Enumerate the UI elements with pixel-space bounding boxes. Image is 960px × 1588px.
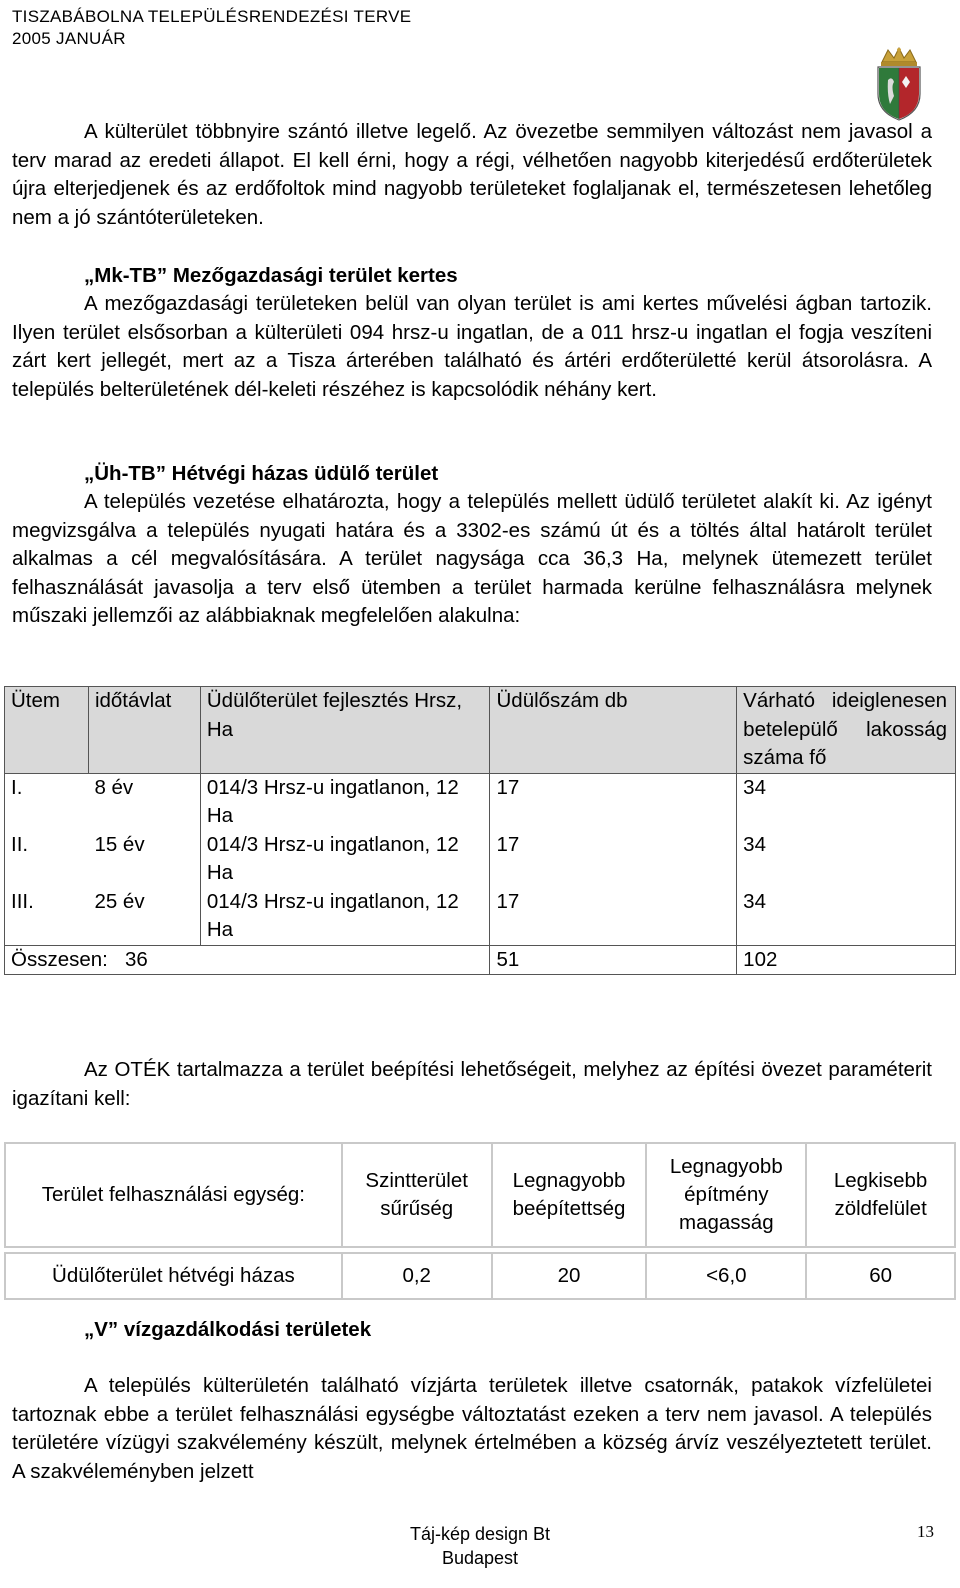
v-heading: „V” vízgazdálkodási területek (84, 1318, 372, 1341)
table-cell: I. (5, 773, 89, 831)
table-header-cell: Legkisebb zöldfelület (806, 1143, 955, 1247)
zoning-parameters-table (4, 1142, 956, 1300)
table-header-cell: Üdülőszám db (490, 687, 737, 774)
uh-tb-paragraph: A település vezetése elhatározta, hogy a település mellett üdülő területet alakít ki. Az igényt megvizsgálva a település nyugati határa és a 3302-es számú út és a töltés által határolt terület alkalmas a cél megvalósítására. A terület nagysága cca 36,3 Ha, melynek ütemezett terület felhasználását javasolja a terv első ütemben a terület harmada kerülne felhasználásra melynek műszaki jellemzői az alábbiaknak megfelelően alakulna: (12, 490, 932, 627)
table-header-cell: időtávlat (88, 687, 200, 774)
table-cell: 014/3 Hrsz-u ingatlanon, 12 Ha (200, 831, 490, 888)
header-date: 2005 JANUÁR (12, 29, 126, 48)
table-cell: 014/3 Hrsz-u ingatlanon, 12 Ha (200, 888, 490, 946)
page-number: 13 (917, 1522, 934, 1541)
table-row (5, 831, 956, 888)
table-cell: 34 (737, 773, 956, 831)
total-population: 102 (737, 945, 956, 975)
table-cell: <6,0 (646, 1253, 806, 1299)
total-label (5, 945, 201, 975)
coat-of-arms-icon (868, 46, 930, 122)
table-header-cell: Legnagyobb beépítettség (492, 1143, 647, 1247)
table-cell: Üdülőterület hétvégi házas (5, 1253, 342, 1299)
table-cell: 014/3 Hrsz-u ingatlanon, 12 Ha (200, 773, 490, 831)
table-header-row (5, 1143, 955, 1247)
table-cell: II. (5, 831, 89, 888)
otek-paragraph: Az OTÉK tartalmazza a terület beépítési lehetőségeit, melyhez az építési övezet paraméterit igazítani kell: (12, 1058, 932, 1110)
table-cell: 60 (806, 1253, 955, 1299)
table-header-row (5, 687, 956, 774)
table-cell: 17 (490, 831, 737, 888)
table-cell: III. (5, 888, 89, 946)
total-label-text: Összesen: (11, 947, 108, 971)
table-cell: 17 (490, 888, 737, 946)
intro-paragraph: A külterület többnyire szántó illetve legelő. Az övezetbe semmilyen változást nem javasol a terv marad az eredeti állapot. El kell érni, hogy a régi, vélhetően nagyobb kiterjedésű erdőterületek újra elterjedjenek és az erdőfoltok mind nagyobb területeket foglaljanak el, természetesen lehetőleg nem a jó szántóterületeken. (12, 120, 932, 229)
table-cell: 15 év (88, 831, 200, 888)
uh-tb-heading: „Üh-TB” Hétvégi házas üdülő terület (84, 462, 439, 485)
table-cell: 34 (737, 888, 956, 946)
table-header-cell: Terület felhasználási egység: (5, 1143, 342, 1247)
v-paragraph: A település külterületén található vízjárta területek illetve csatornák, patakok vízfelületei tartoznak ebbe a terület felhasználási egységbe változtatást ezeken a terv nem javasol. A település területére vízügyi szakvélemény készült, melynek értelmében a község árvíz veszélyeztetett terület. A szakvéleményben jelzett (12, 1374, 932, 1483)
table-header-cell: Szintterület sűrűség (342, 1143, 492, 1247)
table-cell: 34 (737, 831, 956, 888)
table-header-cell: Legnagyobb építmény magasság (646, 1143, 806, 1247)
table-row (5, 1253, 955, 1299)
page-footer (360, 1522, 600, 1570)
table-cell: 25 év (88, 888, 200, 946)
footer-city: Budapest (441, 1548, 519, 1568)
total-area: 36 (124, 947, 148, 971)
mk-tb-paragraph: A mezőgazdasági területeken belül van olyan terület is ami kertes művelési ágban tartozik. Ilyen terület elsősorban a külterületi 094 hrsz-u ingatlan, de a 011 hrsz-u ingatlan el fogja veszíteni zárt kert jellegét, mert az a Tisza árterében található és ártéri erdőterületté kerül átsorolásra. A település belterületének dél-keleti részéhez is kapcsolódik néhány kert. (12, 292, 932, 401)
table-header-cell: Várható ideiglenesen betelepülő lakosság száma fő (737, 687, 956, 774)
header-title: TISZABÁBOLNA TELEPÜLÉSRENDEZÉSI TERVE (12, 7, 412, 26)
page-header (12, 6, 411, 50)
table-total-row (5, 945, 956, 975)
total-units: 51 (490, 945, 737, 975)
footer-company: Táj-kép design Bt (409, 1524, 551, 1544)
table-header-cell: Ütem (5, 687, 89, 774)
table-cell: 8 év (88, 773, 200, 831)
table-row (5, 773, 956, 831)
table-cell: 17 (490, 773, 737, 831)
table-header-cell: Üdülőterület fejlesztés Hrsz, Ha (200, 687, 490, 774)
table-row (5, 888, 956, 946)
table-cell: 20 (492, 1253, 647, 1299)
mk-tb-heading: „Mk-TB” Mezőgazdasági terület kertes (84, 264, 458, 287)
table-cell: 0,2 (342, 1253, 492, 1299)
development-stages-table (4, 686, 956, 975)
table-cell (200, 945, 490, 975)
